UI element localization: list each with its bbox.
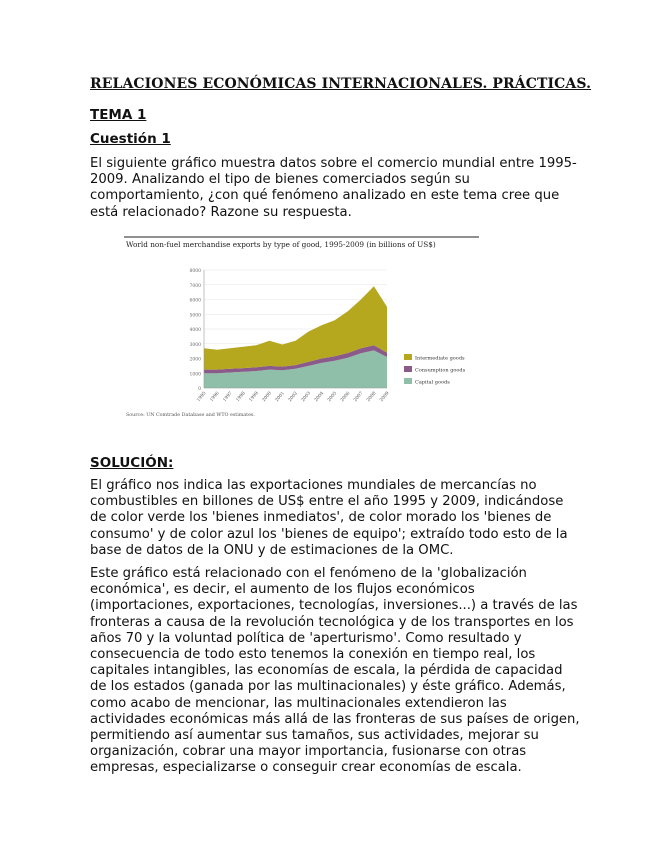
x-tick-label: 1997 xyxy=(222,391,234,404)
x-tick-label: 2009 xyxy=(379,391,391,404)
chart-title: World non-fuel merchandise exports by type of good, 1995-2009 (in billions of US$) xyxy=(126,240,436,249)
x-tick-label: 2004 xyxy=(313,391,326,404)
x-tick-label: 1996 xyxy=(209,391,221,404)
trade-chart-figure xyxy=(124,232,480,422)
y-tick-label: 4000 xyxy=(189,328,201,333)
x-tick-label: 2002 xyxy=(287,391,300,404)
x-tick-label: 2008 xyxy=(366,391,378,404)
legend-label: Consumption goods xyxy=(415,367,466,374)
legend-swatch xyxy=(404,366,412,372)
y-tick-label: 0 xyxy=(198,387,201,392)
answer-paragraph-2: Este gráfico está relacionado con el fenómeno de la 'globalización económica', es decir, el aumento de los flujos económicos (importaciones, exportaciones, tecnologías, inversiones...) a través de las fronteras a causa de la revolución tecnológica y de los transportes en los años 70 y la voluntad política de 'aperturismo'. Como resultado y consecuencia de todo esto tenemos la conexión en tiempo real, los capitales intangibles, las economías de escala, la pérdida de capacidad de los estados (ganada por las multinacionales) y éste gráfico. Además, como acabo de mencionar, las multinacionales extendieron las actividades económicas más allá de las fronteras de sus países de origen, permitiendo así aumentar sus tamaños, sus actividades, mejorar su organización, cobrar una mayor importancia, fusionarse con otras empresas, especializarse o conseguir crear economías de escala. xyxy=(90,566,580,776)
chart-source: Source: UN Comtrade Database and WTO estimates. xyxy=(126,413,255,418)
x-tick-label: 2003 xyxy=(300,391,313,404)
question-paragraph: El siguiente gráfico muestra datos sobre el comercio mundial entre 1995-2009. Analizando el tipo de bienes comerciados según su comportamiento, ¿con qué fenómeno analizado en este tema cree que está relacionado? Razone su respuesta. xyxy=(90,156,577,220)
legend-swatch xyxy=(404,354,412,360)
cuestion-heading: Cuestión 1 xyxy=(90,131,171,147)
solucion-heading: SOLUCIÓN: xyxy=(90,455,174,471)
x-tick-label: 2005 xyxy=(327,391,339,404)
x-tick-label: 1999 xyxy=(248,391,260,404)
x-tick-label: 2007 xyxy=(353,391,365,404)
x-tick-label: 1998 xyxy=(235,391,247,404)
y-tick-label: 3000 xyxy=(189,342,201,348)
x-tick-label: 2006 xyxy=(340,391,352,404)
x-tick-label: 2001 xyxy=(274,391,286,404)
y-tick-label: 5000 xyxy=(189,313,201,319)
document-title: RELACIONES ECONÓMICAS INTERNACIONALES. PRÁCTICAS. xyxy=(90,76,592,92)
legend-swatch xyxy=(404,378,412,384)
y-tick-label: 1000 xyxy=(189,372,201,378)
y-tick-label: 2000 xyxy=(189,357,201,363)
trade-chart xyxy=(124,232,480,422)
x-tick-label: 1995 xyxy=(196,391,208,404)
legend-label: Capital goods xyxy=(415,379,450,386)
y-tick-label: 7000 xyxy=(189,283,201,289)
tema-heading: TEMA 1 xyxy=(90,107,147,123)
y-tick-label: 6000 xyxy=(189,298,201,304)
legend-label: Intermediate goods xyxy=(415,355,465,362)
x-tick-label: 2000 xyxy=(261,391,273,404)
answer-paragraph-1: El gráfico nos indica las exportaciones mundiales de mercancías no combustibles en billones de US$ entre el año 1995 y 2009, indicándose de color verde los 'bienes inmediatos', de color morado los 'bienes de consumo' y de color azul los 'bienes de equipo'; extraído todo esto de la base de datos de la ONU y de estimaciones de la OMC. xyxy=(90,478,568,558)
y-tick-label: 8000 xyxy=(189,269,201,274)
